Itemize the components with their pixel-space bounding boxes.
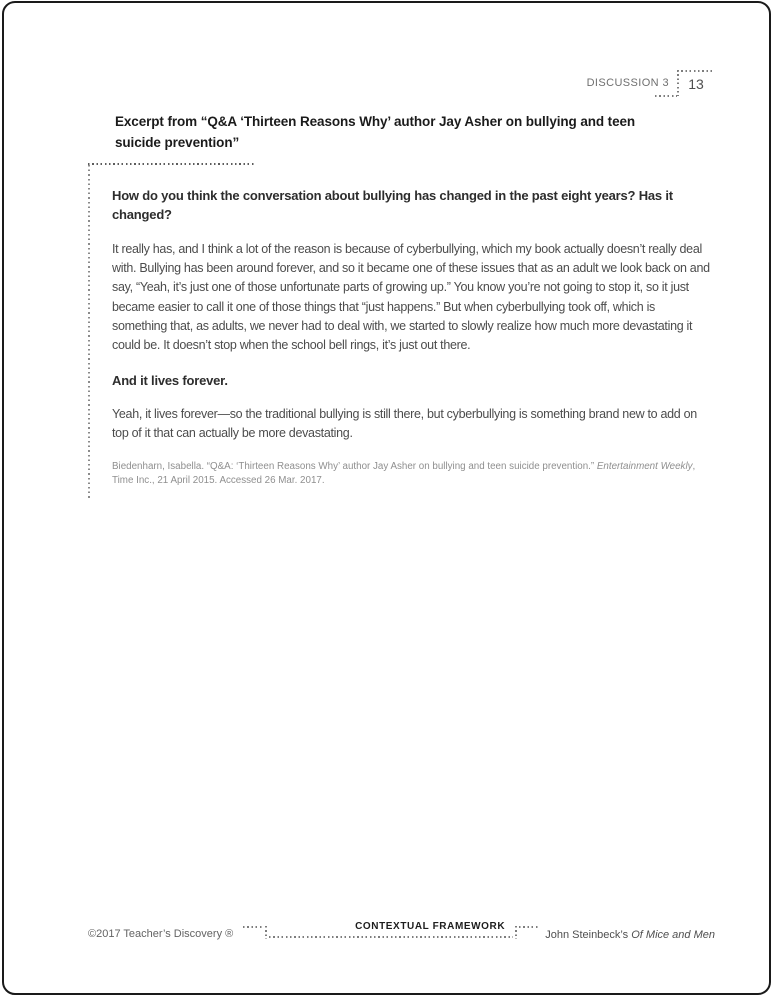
interview-question-1: How do you think the conversation about bullying has changed in the past eight years? Has it changed? [112,187,673,223]
excerpt-title: Excerpt from “Q&A ‘Thirteen Reasons Why’ author Jay Asher on bullying and teen suicide prevention” [115,114,636,150]
interview-question-2: And it lives forever. [112,372,228,388]
dotted-line-vertical [677,70,679,96]
citation [112,460,713,488]
interview-answer-2: Yeah, it lives forever—so the traditional bullying is still there, but cyberbullying is something brand new to add on top of it that can actually be more devastating. [112,407,697,441]
page-number-box [677,70,715,96]
book-title: Of Mice and Men [631,929,715,941]
book-author: John Steinbeck’s [545,929,632,941]
dotted-line-top [677,70,715,72]
footer-dotted-accent-left [243,926,263,928]
footer-leader [269,915,513,939]
dotted-line-bottom [655,95,677,97]
page-number: 13 [688,76,704,92]
footer-dotted-divider-right [515,926,517,939]
excerpt-block [88,165,713,499]
footer-dotted-divider-left [265,926,267,939]
interview-answer-1: It really has, and I think a lot of the reason is because of cyberbullying, which my book actually doesn’t really deal with. Bullying has been around forever, and so it became one of these issues that as an adult we look back on and say, “Yeah, it’s just one of those unfortunate parts of growing up.” You know you’re not going to stop it, so it just became easier to call it one of those things that “just happens.” But when cyberbullying took off, which is something that, as adults, we never had to deal with, we started to slowly realize how much more devastating it could be. It doesn’t stop when the school bell rings, it’s just out there. [112,241,710,353]
citation-source: Entertainment Weekly [596,460,693,472]
footer-dotted-leader-line [269,936,513,938]
footer-dotted-accent-right [519,926,539,928]
excerpt-dotted-border [88,165,90,499]
section-header [587,70,715,96]
footer-section-label: CONTEXTUAL FRAMEWORK [355,921,506,932]
page-footer [0,915,773,939]
citation-text: Biedenharn, Isabella. “Q&A: ‘Thirteen Reasons Why’ author Jay Asher on bullying and teen suicide prevention.” [112,460,597,472]
copyright-text: ©2017 Teacher’s Discovery ® [88,928,234,940]
section-label: DISCUSSION 3 [586,77,669,89]
citation-tail: , Time Inc., 21 April 2015. Accessed 26 Mar. 2017. [112,460,696,486]
book-title-text [545,929,715,941]
